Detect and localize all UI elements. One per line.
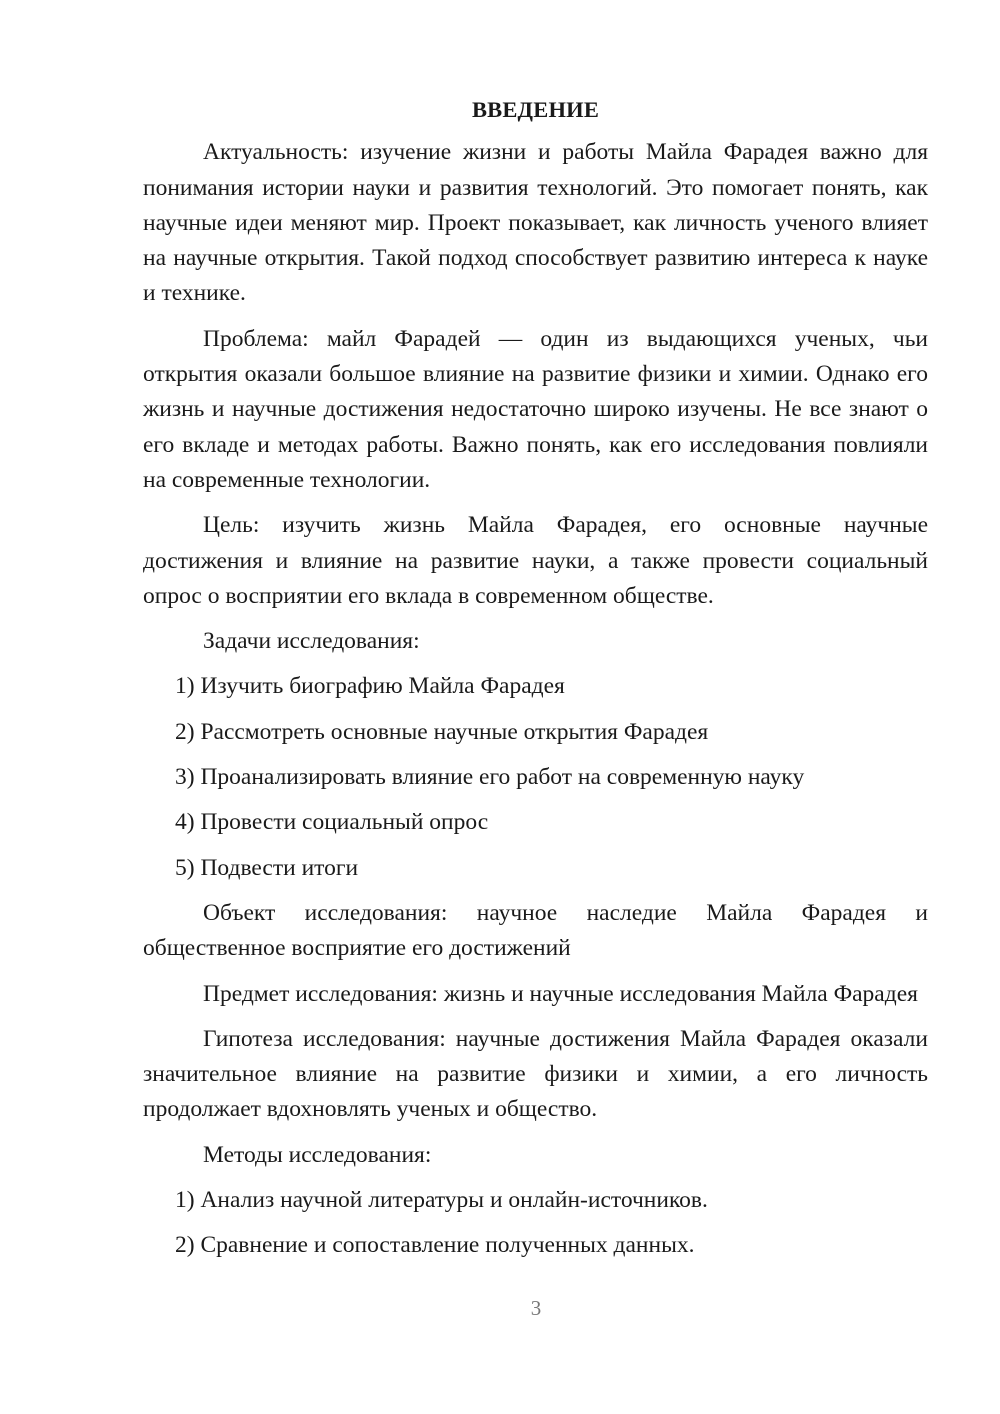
list-item: 2) Сравнение и сопоставление полученных данных. [175,1232,695,1259]
paragraph-relevance: Актуальность: изучение жизни и работы Майла Фарадея важно для понимания истории науки и развития технологий. Это помогает понять, как научные идеи меняют мир. Проект показывает, как личность ученого влияет на научные открытия. Такой подход способствует развитию интереса к науке и технике. [143,139,928,307]
paragraph-object: Объект исследования: научное наследие Майла Фарадея и общественное восприятие его достижений [143,899,928,962]
page-number: 3 [530,1296,542,1320]
document-page [143,92,928,1274]
tasks-heading: Задачи исследования: [203,628,420,655]
list-item: 1) Анализ научной литературы и онлайн-источников. [175,1187,708,1214]
list-item: 5) Подвести итоги [175,854,359,881]
list-item: 4) Провести социальный опрос [175,809,489,836]
paragraph-goal: Цель: изучить жизнь Майла Фарадея, его основные научные достижения и влияние на развитие науки, а также провести социальный опрос о восприятии его вклада в современном обществе. [143,512,928,609]
list-item: 2) Рассмотреть основные научные открытия Фарадея [175,718,709,745]
paragraph-subject: Предмет исследования: жизнь и научные исследования Майла Фарадея [203,980,918,1007]
list-item: 1) Изучить биографию Майла Фарадея [175,673,565,700]
methods-heading: Методы исследования: [203,1141,432,1168]
tasks-list [143,669,928,885]
list-item: 3) Проанализировать влияние его работ на современную науку [175,764,805,791]
page-title: ВВЕДЕНИЕ [471,97,600,122]
methods-list [143,1183,928,1264]
paragraph-hypothesis: Гипотеза исследования: научные достижения Майла Фарадея оказали значительное влияние на развитие физики и химии, а его личность продолжает вдохновлять ученых и общество. [143,1025,928,1123]
paragraph-problem: Проблема: майл Фарадей — один из выдающихся ученых, чьи открытия оказали большое влияние на развитие физики и химии. Однако его жизнь и научные достижения недостаточно широко изучены. Не все знают о его вкладе и методах работы. Важно понять, как его исследования повлияли на современные технологии. [143,325,928,493]
